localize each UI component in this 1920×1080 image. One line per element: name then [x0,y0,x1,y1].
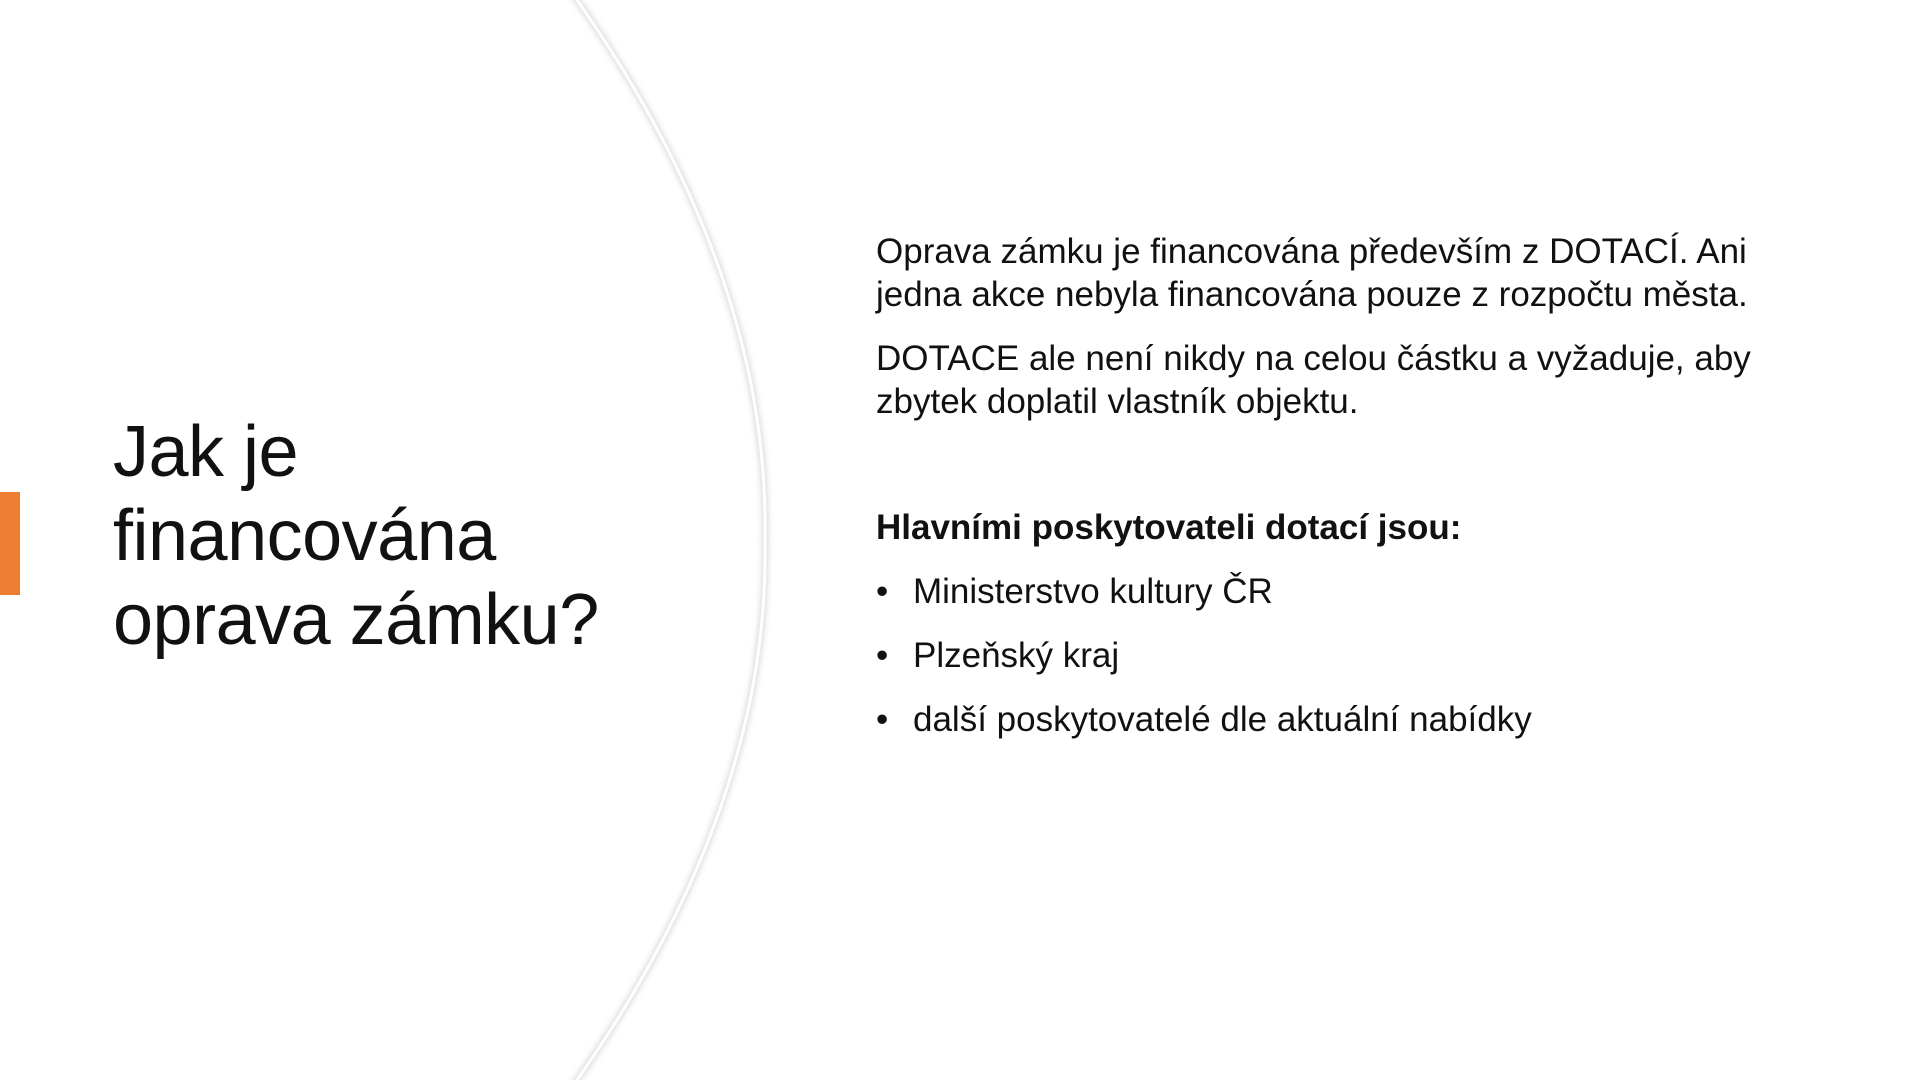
provider-label: Plzeňský kraj [913,636,1120,675]
paragraph-cofunding: DOTACE ale není nikdy na celou částku a vyžaduje, aby zbytek doplatil vlastník objektu. [876,339,1751,421]
bullet-icon: • [876,636,889,675]
provider-label: Ministerstvo kultury ČR [913,572,1273,611]
accent-bar [0,492,20,595]
bullet-icon: • [876,700,889,739]
list-item [876,570,1806,613]
providers-heading: Hlavními poskytovateli dotací jsou: [876,508,1462,547]
bullet-icon: • [876,572,889,611]
content-body [876,230,1806,762]
slide-title: Jak je financována oprava zámku? [113,412,599,660]
list-item [876,698,1806,741]
list-item [876,634,1806,677]
paragraph-funding: Oprava zámku je financována především z DOTACÍ. Ani jedna akce nebyla financována pouze z rozpočtu města. [876,232,1748,314]
provider-label: další poskytovatelé dle aktuální nabídky [913,700,1532,739]
providers-list [876,570,1806,741]
